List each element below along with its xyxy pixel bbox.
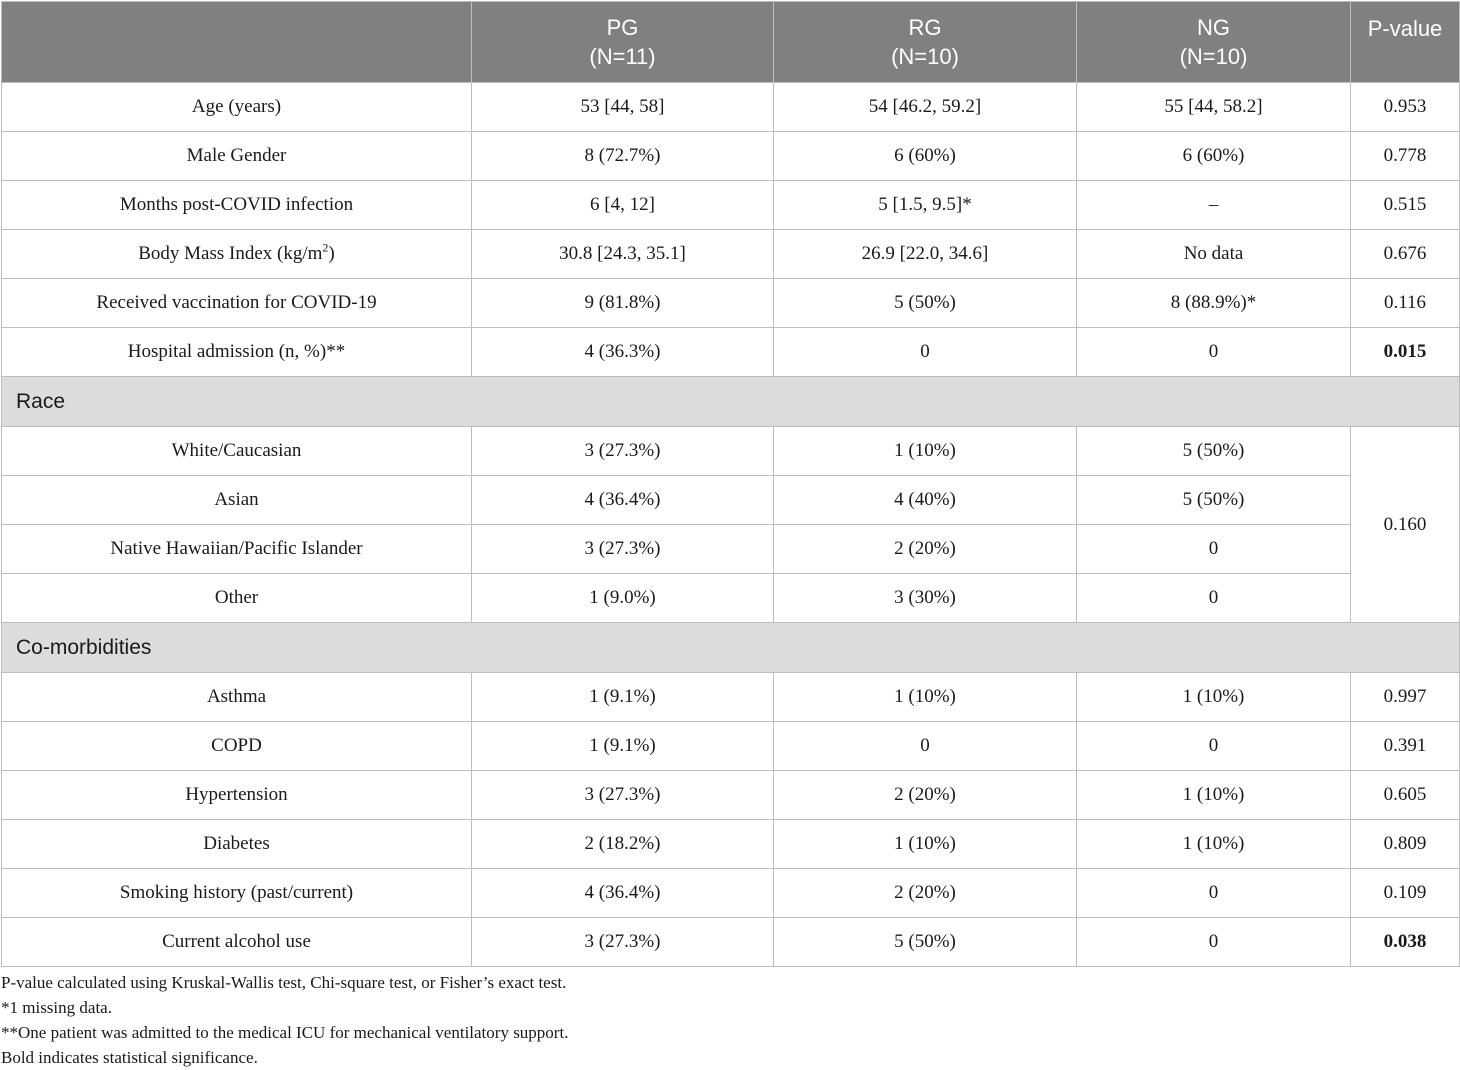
rg-value: 2 (20%) — [774, 771, 1077, 820]
table-row — [2, 476, 1460, 525]
pg-value: 4 (36.4%) — [472, 476, 774, 525]
rg-value: 5 (50%) — [774, 279, 1077, 328]
pg-value: 1 (9.1%) — [472, 722, 774, 771]
table-row — [2, 673, 1460, 722]
table-row — [2, 132, 1460, 181]
table-row — [2, 230, 1460, 279]
pg-value: 4 (36.3%) — [472, 328, 774, 377]
ng-value: 0 — [1077, 722, 1351, 771]
row-label: Age (years) — [2, 83, 472, 132]
rg-value: 2 (20%) — [774, 525, 1077, 574]
table-row — [2, 181, 1460, 230]
ng-value: No data — [1077, 230, 1351, 279]
row-label: Asian — [2, 476, 472, 525]
rg-value: 5 (50%) — [774, 918, 1077, 967]
header-rg: RG (N=10) — [774, 2, 1077, 83]
row-label: Received vaccination for COVID-19 — [2, 279, 472, 328]
row-label: Diabetes — [2, 820, 472, 869]
footnote-bold-significance: Bold indicates statistical significance. — [1, 1048, 258, 1067]
rg-value: 4 (40%) — [774, 476, 1077, 525]
rg-value: 0 — [774, 722, 1077, 771]
pg-value: 3 (27.3%) — [472, 427, 774, 476]
table-row — [2, 328, 1460, 377]
race-p-value: 0.160 — [1351, 427, 1460, 623]
ng-value: 5 (50%) — [1077, 427, 1351, 476]
table-row — [2, 574, 1460, 623]
pg-value: 8 (72.7%) — [472, 132, 774, 181]
p-value: 0.676 — [1351, 230, 1460, 279]
rg-value: 1 (10%) — [774, 427, 1077, 476]
row-label: White/Caucasian — [2, 427, 472, 476]
footnote-pvalue-method: P-value calculated using Kruskal-Wallis test, Chi-square test, or Fisher’s exact test. — [1, 973, 567, 992]
ng-value: 1 (10%) — [1077, 820, 1351, 869]
p-value-significant: 0.038 — [1351, 918, 1460, 967]
p-value: 0.391 — [1351, 722, 1460, 771]
ng-value: 0 — [1077, 574, 1351, 623]
ng-value: 0 — [1077, 918, 1351, 967]
pg-value: 2 (18.2%) — [472, 820, 774, 869]
rg-value: 1 (10%) — [774, 673, 1077, 722]
row-label: Body Mass Index $(kg/m^2)$ — [2, 230, 472, 279]
characteristics-table — [1, 1, 1460, 967]
p-value: 0.605 — [1351, 771, 1460, 820]
p-value-significant: 0.015 — [1351, 328, 1460, 377]
row-label: Smoking history (past/current) — [2, 869, 472, 918]
pg-value: 53 [44, 58] — [472, 83, 774, 132]
p-value: 0.515 — [1351, 181, 1460, 230]
table-row — [2, 869, 1460, 918]
rg-value: 2 (20%) — [774, 869, 1077, 918]
p-value: 0.116 — [1351, 279, 1460, 328]
p-value: 0.953 — [1351, 83, 1460, 132]
footnote-icu-admission: **One patient was admitted to the medical ICU for mechanical ventilatory support. — [1, 1023, 569, 1042]
ng-value: 6 (60%) — [1077, 132, 1351, 181]
pg-value: 9 (81.8%) — [472, 279, 774, 328]
ng-value: – — [1077, 181, 1351, 230]
pg-value: 1 (9.0%) — [472, 574, 774, 623]
footnote-missing-data: *1 missing data. — [1, 998, 112, 1017]
row-label: Asthma — [2, 673, 472, 722]
row-label: Months post-COVID infection — [2, 181, 472, 230]
table-footnotes — [1, 970, 568, 1070]
rg-value: 54 [46.2, 59.2] — [774, 83, 1077, 132]
p-value: 0.809 — [1351, 820, 1460, 869]
header-empty — [2, 2, 472, 83]
section-row-comorbidities — [2, 623, 1460, 673]
table-row — [2, 525, 1460, 574]
ng-value: 1 (10%) — [1077, 673, 1351, 722]
rg-value: 6 (60%) — [774, 132, 1077, 181]
row-label: Native Hawaiian/Pacific Islander — [2, 525, 472, 574]
row-label: Current alcohol use — [2, 918, 472, 967]
row-label: Hypertension — [2, 771, 472, 820]
rg-value: 26.9 [22.0, 34.6] — [774, 230, 1077, 279]
pg-value: 3 (27.3%) — [472, 771, 774, 820]
header-row — [2, 2, 1460, 83]
pg-value: 3 (27.3%) — [472, 918, 774, 967]
pg-value: 3 (27.3%) — [472, 525, 774, 574]
table-row — [2, 771, 1460, 820]
table-row — [2, 722, 1460, 771]
section-title-comorbidities: Co-morbidities — [2, 623, 1460, 673]
ng-value: 0 — [1077, 525, 1351, 574]
pg-value: 6 [4, 12] — [472, 181, 774, 230]
pg-value: 4 (36.4%) — [472, 869, 774, 918]
ng-value: 0 — [1077, 869, 1351, 918]
pg-value: 1 (9.1%) — [472, 673, 774, 722]
section-row-race — [2, 377, 1460, 427]
row-label: Hospital admission (n, %)** — [2, 328, 472, 377]
table-row — [2, 427, 1460, 476]
row-label: Male Gender — [2, 132, 472, 181]
ng-value: 55 [44, 58.2] — [1077, 83, 1351, 132]
header-pvalue: P-value — [1351, 2, 1460, 83]
ng-value: 1 (10%) — [1077, 771, 1351, 820]
header-ng: NG (N=10) — [1077, 2, 1351, 83]
pg-value: 30.8 [24.3, 35.1] — [472, 230, 774, 279]
p-value: 0.109 — [1351, 869, 1460, 918]
p-value: 0.997 — [1351, 673, 1460, 722]
table-row — [2, 918, 1460, 967]
rg-value: 1 (10%) — [774, 820, 1077, 869]
header-pg: PG (N=11) — [472, 2, 774, 83]
p-value: 0.778 — [1351, 132, 1460, 181]
row-label: COPD — [2, 722, 472, 771]
rg-value: 0 — [774, 328, 1077, 377]
row-label: Other — [2, 574, 472, 623]
ng-value: 0 — [1077, 328, 1351, 377]
table-row — [2, 820, 1460, 869]
table-row — [2, 279, 1460, 328]
rg-value: 3 (30%) — [774, 574, 1077, 623]
section-title-race: Race — [2, 377, 1460, 427]
rg-value: 5 [1.5, 9.5]* — [774, 181, 1077, 230]
ng-value: 8 (88.9%)* — [1077, 279, 1351, 328]
table-row — [2, 83, 1460, 132]
ng-value: 5 (50%) — [1077, 476, 1351, 525]
